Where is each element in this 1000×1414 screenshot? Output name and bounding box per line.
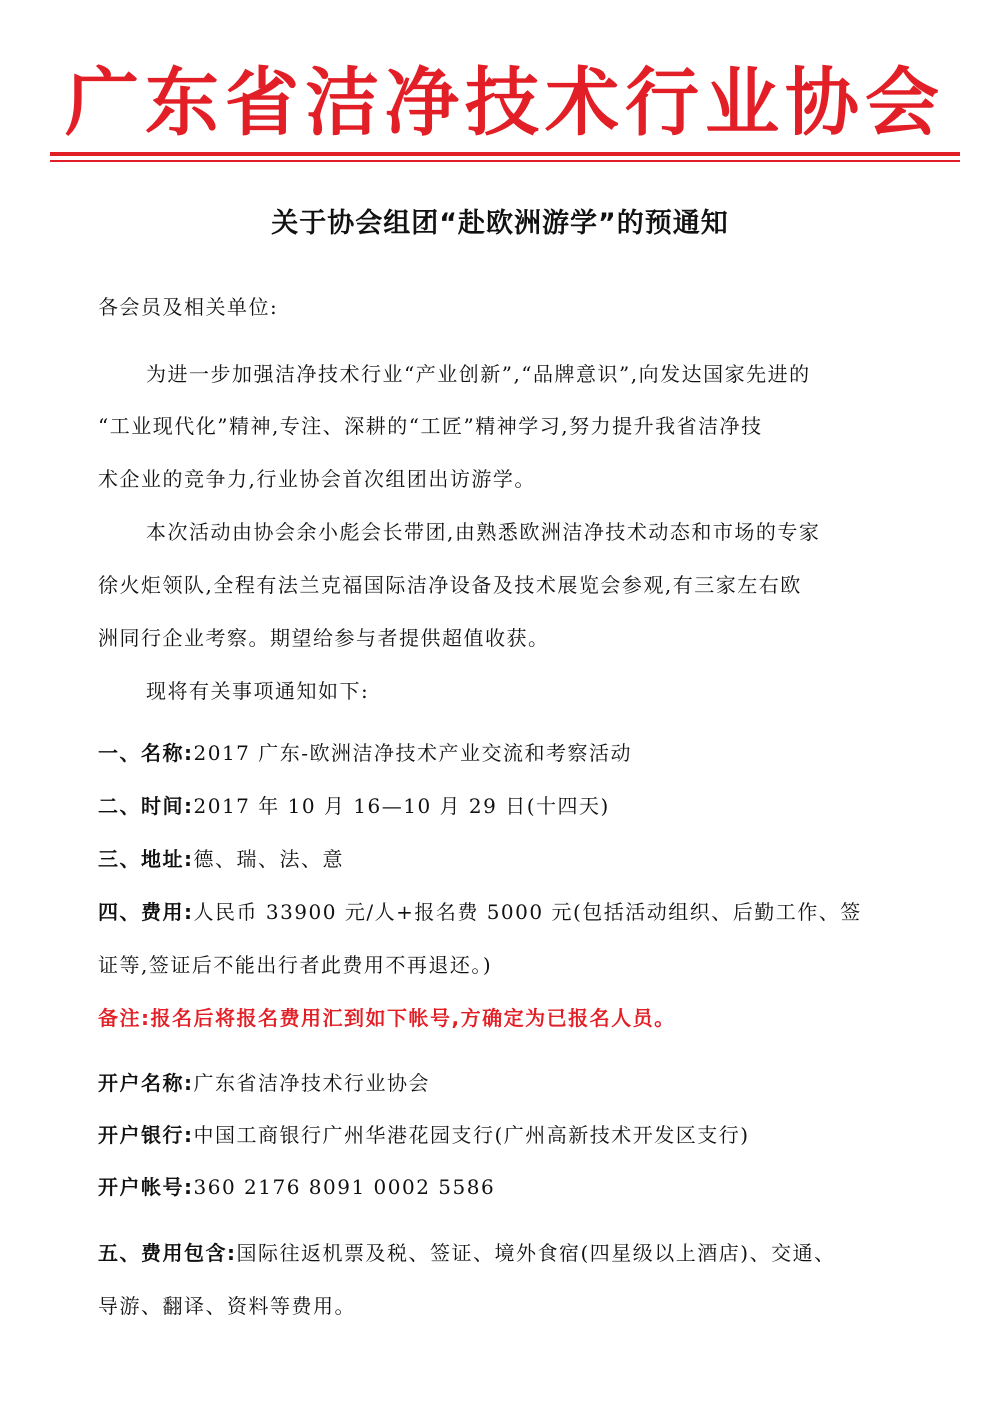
- bank-name-label: 开户银行:: [98, 1123, 194, 1147]
- item-fee-continuation: 证等,签证后不能出行者此费用不再退还。): [98, 953, 493, 977]
- document-title: 关于协会组团“赴欧洲游学”的预通知: [271, 208, 729, 239]
- item-fee-includes-label: 五、费用包含:: [98, 1241, 237, 1265]
- item-name: [98, 738, 918, 768]
- item-fee-includes-continuation: 导游、翻译、资料等费用。: [98, 1294, 356, 1318]
- item-name-value: 2017 广东-欧洲洁净技术产业交流和考察活动: [193, 741, 633, 765]
- bank-account-number-value: 360 2176 8091 0002 5586: [193, 1175, 496, 1199]
- item-fee-label: 四、费用:: [98, 900, 194, 924]
- paragraph-1-line-2: “工业现代化”精神,专注、深耕的“工匠”精神学习,努力提升我省洁净技: [98, 414, 763, 438]
- item-location-value: 德、瑞、法、意: [193, 847, 344, 871]
- bank-name-value: 中国工商银行广州华港花园支行(广州高新技术开发区支行): [193, 1123, 750, 1147]
- bank-account-number-label: 开户帐号:: [98, 1175, 194, 1199]
- bank-name: [98, 1120, 918, 1150]
- item-time-value: 2017 年 10 月 16—10 月 29 日(十四天): [193, 794, 610, 818]
- item-fee-value: 人民币 33900 元/人+报名费 5000 元(包括活动组织、后勤工作、签: [193, 900, 862, 924]
- item-location: [98, 844, 918, 874]
- paragraph-2-line-1: 本次活动由协会余小彪会长带团,由熟悉欧洲洁净技术动态和市场的专家: [146, 520, 821, 544]
- letterhead-rule-thick: [50, 152, 960, 156]
- item-time-label: 二、时间:: [98, 794, 194, 818]
- bank-account-number: [98, 1172, 918, 1202]
- paragraph-1-line-3: 术企业的竞争力,行业协会首次组团出访游学。: [98, 467, 536, 491]
- payment-note: 备注:报名后将报名费用汇到如下帐号,方确定为已报名人员。: [98, 1006, 676, 1030]
- paragraph-2-line-3: 洲同行企业考察。期望给参与者提供超值收获。: [98, 626, 550, 650]
- paragraph-3-line-1: 现将有关事项通知如下:: [146, 679, 370, 703]
- paragraph-1-line-1: 为进一步加强洁净技术行业“产业创新”,“品牌意识”,向发达国家先进的: [146, 362, 811, 386]
- item-location-label: 三、地址:: [98, 847, 194, 871]
- bank-account-name-label: 开户名称:: [98, 1071, 194, 1095]
- letterhead-org-name: 广东省洁净技术行业协会: [65, 60, 945, 146]
- item-time: [98, 791, 918, 821]
- letterhead-rule-thin: [50, 160, 960, 162]
- item-name-label: 一、名称:: [98, 741, 194, 765]
- bank-account-name: [98, 1068, 918, 1098]
- salutation: 各会员及相关单位:: [98, 295, 279, 319]
- item-fee-includes-value: 国际往返机票及税、签证、境外食宿(四星级以上酒店)、交通、: [236, 1241, 836, 1265]
- item-fee: [98, 897, 918, 927]
- item-fee-includes: [98, 1238, 918, 1268]
- bank-account-name-value: 广东省洁净技术行业协会: [193, 1071, 430, 1095]
- paragraph-2-line-2: 徐火炬领队,全程有法兰克福国际洁净设备及技术展览会参观,有三家左右欧: [98, 573, 802, 597]
